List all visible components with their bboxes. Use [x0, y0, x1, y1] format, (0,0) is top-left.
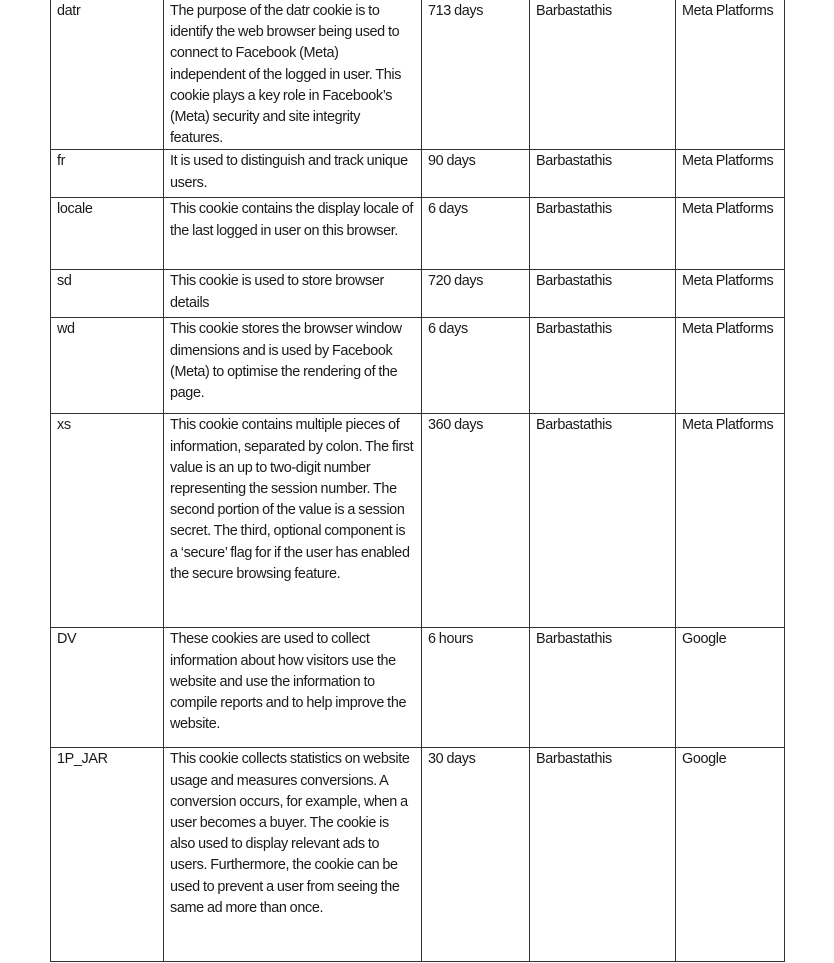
cookie-duration: 360 days: [422, 414, 530, 628]
cookie-duration: 720 days: [422, 270, 530, 318]
cookie-name: wd: [51, 318, 164, 414]
table-row: [51, 414, 785, 628]
cookie-description: It is used to distinguish and track unique users.: [164, 150, 422, 198]
cookie-table: [50, 0, 785, 962]
cookie-duration: 30 days: [422, 748, 530, 962]
cookie-provider: Barbastathis: [530, 748, 676, 962]
cookie-provider: Barbastathis: [530, 198, 676, 270]
cookie-owner: Meta Platforms: [676, 414, 785, 628]
cookie-owner: Meta Platforms: [676, 198, 785, 270]
cookie-duration: 6 hours: [422, 628, 530, 748]
cookie-owner: Google: [676, 628, 785, 748]
table-row: [51, 198, 785, 270]
cookie-name: locale: [51, 198, 164, 270]
cookie-duration: 90 days: [422, 150, 530, 198]
cookie-description: This cookie collects statistics on website usage and measures conversions. A conversion occurs, for example, when a user becomes a buyer. The cookie is also used to display relevant ads to users. Furthermore, the cookie can be used to prevent a user from seeing the same ad more than once.: [164, 748, 422, 962]
cookie-name: fr: [51, 150, 164, 198]
cookie-description: This cookie contains multiple pieces of information, separated by colon. The first value is an up to two-digit number representing the session number. The second portion of the value is a session secret. The third, optional component is a ‘secure’ flag for if the user has enabled the secure browsing feature.: [164, 414, 422, 628]
cookie-name: datr: [51, 0, 164, 150]
cookie-description: The purpose of the datr cookie is to identify the web browser being used to connect to Facebook (Meta) independent of the logged in user. This cookie plays a key role in Facebook’s (Meta) security and site integrity features.: [164, 0, 422, 150]
cookie-provider: Barbastathis: [530, 628, 676, 748]
table-row: [51, 318, 785, 414]
table-row: [51, 748, 785, 962]
table-row: [51, 150, 785, 198]
cookie-provider: Barbastathis: [530, 150, 676, 198]
cookie-provider: Barbastathis: [530, 0, 676, 150]
cookie-owner: Meta Platforms: [676, 150, 785, 198]
cookie-duration: 6 days: [422, 198, 530, 270]
table-row: [51, 628, 785, 748]
cookie-name: sd: [51, 270, 164, 318]
cookie-owner: Meta Platforms: [676, 0, 785, 150]
cookie-description: This cookie stores the browser window dimensions and is used by Facebook (Meta) to optimise the rendering of the page.: [164, 318, 422, 414]
cookie-description: This cookie contains the display locale of the last logged in user on this browser.: [164, 198, 422, 270]
cookie-name: xs: [51, 414, 164, 628]
table-row: [51, 270, 785, 318]
cookie-description: This cookie is used to store browser details: [164, 270, 422, 318]
cookie-provider: Barbastathis: [530, 414, 676, 628]
cookie-duration: 713 days: [422, 0, 530, 150]
cookie-duration: 6 days: [422, 318, 530, 414]
cookie-name: 1P_JAR: [51, 748, 164, 962]
cookie-description: These cookies are used to collect information about how visitors use the website and use the information to compile reports and to help improve the website.: [164, 628, 422, 748]
cookie-owner: Meta Platforms: [676, 318, 785, 414]
cookie-provider: Barbastathis: [530, 270, 676, 318]
cookie-name: DV: [51, 628, 164, 748]
cookie-owner: Meta Platforms: [676, 270, 785, 318]
table-row: [51, 0, 785, 150]
cookie-owner: Google: [676, 748, 785, 962]
cookie-provider: Barbastathis: [530, 318, 676, 414]
